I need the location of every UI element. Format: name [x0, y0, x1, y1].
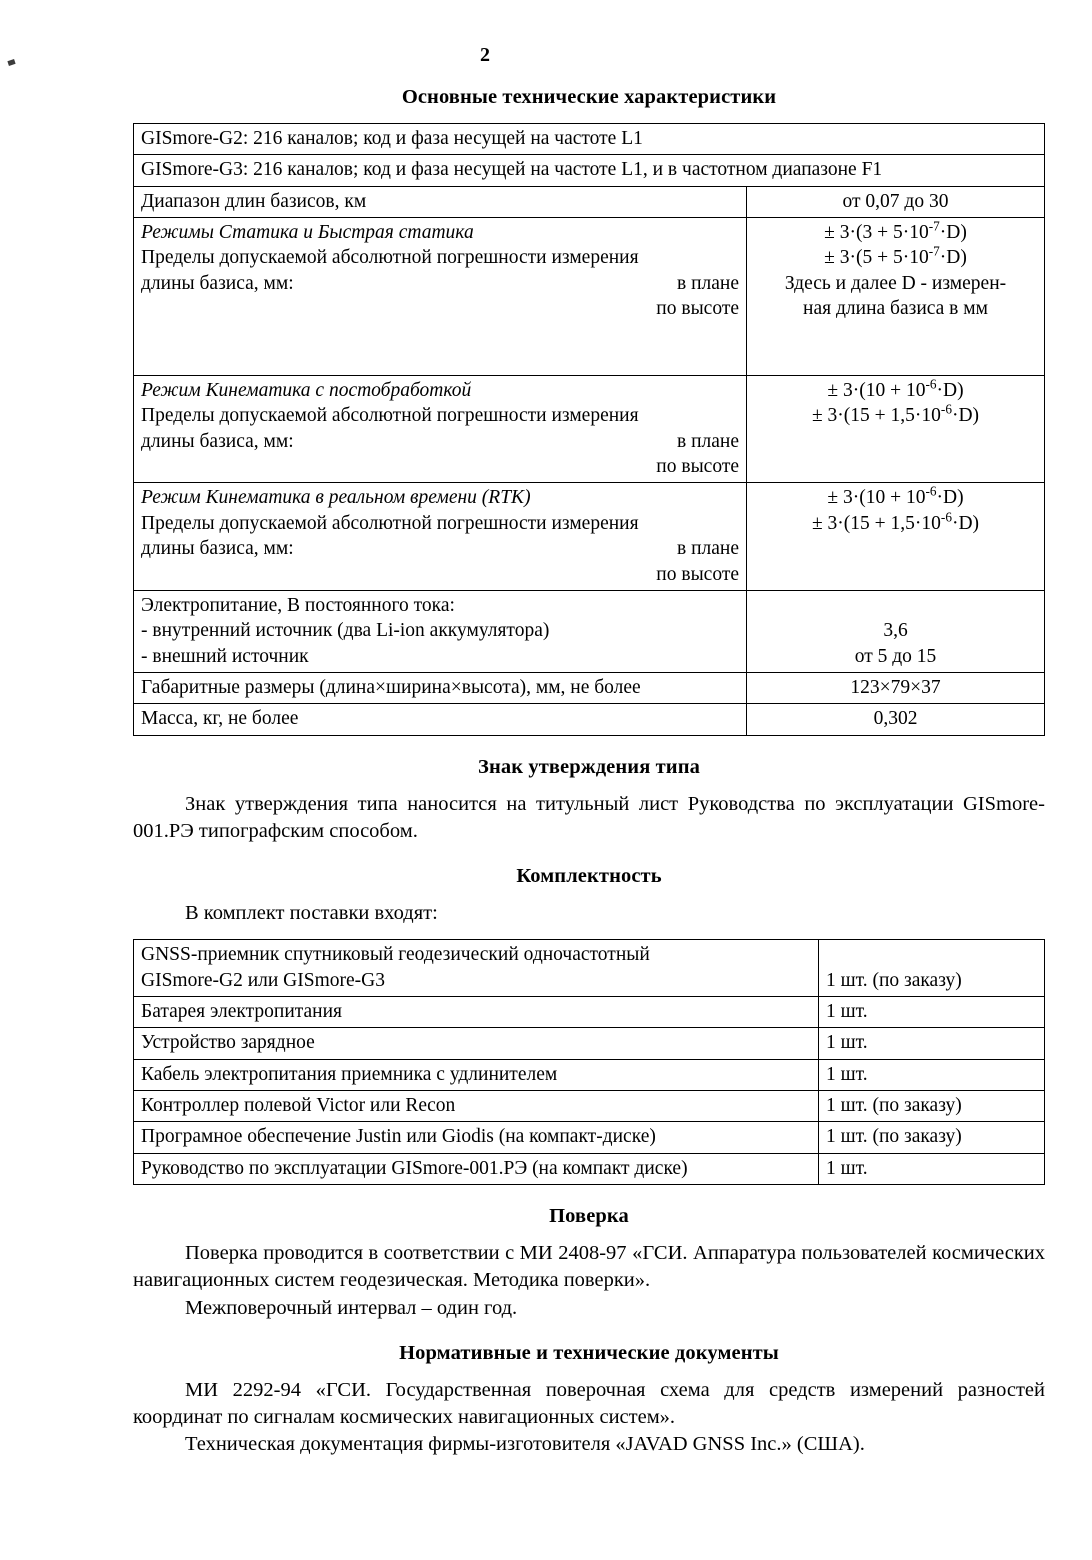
static-height-label: по высоте — [656, 298, 739, 320]
kinematic-pp-height-value: ± $3\cdot(15 + 1,5\cdot 10^{-6}\cdot D)$ — [811, 402, 980, 427]
kit-item-name: Кабель электропитания приемника с удлинителем — [134, 1059, 819, 1090]
static-values-cell — [747, 218, 1045, 376]
static-limits-line: Пределы допускаемой абсолютной погрешности измерения — [141, 247, 639, 269]
baseline-range-label: Диапазон длин базисов, км — [134, 186, 747, 217]
kinematic-pp-values-cell — [747, 376, 1045, 483]
type-mark-paragraph: Знак утверждения типа наносится на титульный лист Руководства по эксплуатации GISmore-001.РЭ типографским способом. — [133, 792, 1045, 842]
kinematic-rtk-title: Режим Кинематика в реальном времени (RTK) — [141, 487, 531, 509]
static-mode-cell — [134, 218, 747, 376]
table-row — [134, 376, 1045, 483]
kinematic-pp-plan-label: в плане — [677, 430, 739, 452]
static-note-line2: ная длина базиса в мм — [803, 298, 988, 320]
table-row — [134, 1091, 1045, 1122]
spec-g2-cell: GISmore-G2: 216 каналов; код и фаза несущей на частоте L1 — [134, 124, 1045, 155]
kit-item-qty: 1 шт. — [819, 1059, 1045, 1090]
kinematic-pp-cell — [134, 376, 747, 483]
table-row — [134, 1153, 1045, 1184]
kit-item-qty: 1 шт. — [819, 997, 1045, 1028]
kit-item-name: Контроллер полевой Victor или Recon — [134, 1091, 819, 1122]
static-base-text: длины базиса, мм: — [141, 272, 294, 294]
table-row — [134, 1059, 1045, 1090]
static-note-line1: Здесь и далее D - измерен- — [784, 272, 1007, 294]
kinematic-rtk-limits-line: Пределы допускаемой абсолютной погрешности измерения — [141, 512, 639, 534]
static-base-line — [141, 271, 739, 296]
table-row — [134, 1028, 1045, 1059]
static-height-line — [141, 296, 739, 321]
table-row — [134, 218, 1045, 376]
table-row — [134, 186, 1045, 217]
kinematic-rtk-base-line — [141, 536, 739, 561]
tech-section-heading: Основные технические характеристики — [401, 86, 777, 108]
kinematic-rtk-cell — [134, 483, 747, 590]
power-title: Электропитание, В постоянного тока: — [141, 594, 455, 616]
kit-item-name-line1: GNSS-приемник спутниковый геодезический одночастотный — [141, 944, 650, 966]
kit-item-name-line2: GISmore-G2 или GISmore-G3 — [141, 969, 385, 991]
kinematic-pp-height-line — [141, 454, 739, 479]
kinematic-pp-limits-line: Пределы допускаемой абсолютной погрешности измерения — [141, 405, 639, 427]
kit-item-qty: 1 шт. (по заказу) — [819, 1091, 1045, 1122]
static-height-value: ± $3\cdot(5 + 5\cdot 10^{-7}\cdot D)$ — [824, 244, 967, 269]
documents-paragraph-1: МИ 2292-94 «ГСИ. Государственная поверочная схема для средств измерений разностей координат по сигналам космических навигационных систем». — [133, 1378, 1045, 1429]
static-plan-label: в плане — [677, 272, 739, 294]
power-external-value: от 5 до 15 — [854, 645, 937, 667]
spec-g3-cell: GISmore-G3: 216 каналов; код и фаза несущей на частоте L1, и в частотном диапазоне F1 — [134, 155, 1045, 186]
kinematic-pp-base-text: длины базиса, мм: — [141, 430, 294, 452]
table-row — [134, 940, 1045, 997]
verification-heading: Поверка — [549, 1205, 629, 1228]
dimensions-label: Габаритные размеры (длина×ширина×высота), мм, не более — [134, 672, 747, 703]
kinematic-rtk-plan-label: в плане — [677, 538, 739, 560]
kinematic-rtk-plan-value: ± $3\cdot(10 + 10^{-6}\cdot D)$ — [827, 484, 964, 509]
kit-item-qty: 1 шт. — [819, 1028, 1045, 1059]
dimensions-value: 123×79×37 — [747, 672, 1045, 703]
power-internal-value: 3,6 — [883, 620, 908, 642]
power-supply-cell — [134, 590, 747, 672]
power-external-label: - внешний источник — [141, 645, 309, 667]
kit-item-qty: 1 шт. — [819, 1153, 1045, 1184]
table-row — [134, 1122, 1045, 1153]
page-number: 2 — [480, 44, 490, 66]
verification-paragraph-2: Межповерочный интервал – один год. — [185, 1296, 518, 1319]
table-row — [134, 155, 1045, 186]
table-row — [134, 590, 1045, 672]
static-plan-value: ± $3\cdot(3 + 5\cdot 10^{-7}\cdot D)$ — [824, 218, 967, 244]
kit-item-name: Устройство зарядное — [134, 1028, 819, 1059]
type-mark-heading: Знак утверждения типа — [478, 755, 700, 778]
kit-heading: Комплектность — [516, 865, 662, 888]
baseline-range-value: от 0,07 до 30 — [747, 186, 1045, 217]
kinematic-rtk-height-value: ± $3\cdot(15 + 1,5\cdot 10^{-6}\cdot D)$ — [811, 509, 980, 534]
kinematic-pp-base-line — [141, 429, 739, 454]
kinematic-pp-title: Режим Кинематика с постобработкой — [141, 380, 472, 402]
kinematic-rtk-height-label: по высоте — [656, 563, 739, 585]
documents-paragraph-2: Техническая документация фирмы-изготовителя «JAVAD GNSS Inc.» (США). — [185, 1433, 865, 1456]
delivery-kit-table — [133, 939, 1045, 1185]
table-row — [134, 672, 1045, 703]
kit-item-name: Програмное обеспечение Justin или Giodis (на компакт-диске) — [134, 1122, 819, 1153]
table-row — [134, 124, 1045, 155]
kinematic-rtk-base-text: длины базиса, мм: — [141, 538, 294, 560]
kit-item-name — [134, 940, 819, 997]
power-internal-label: - внутренний источник (два Li-ion аккумулятора) — [141, 620, 550, 642]
kit-item-name: Руководство по эксплуатации GISmore-001.РЭ (на компакт диске) — [134, 1153, 819, 1184]
kit-intro: В комплект поставки входят: — [185, 902, 438, 925]
mass-value: 0,302 — [747, 704, 1045, 735]
page-content — [133, 86, 1045, 1459]
kinematic-pp-plan-value: ± $3\cdot(10 + 10^{-6}\cdot D)$ — [827, 376, 964, 402]
technical-specifications-table — [133, 123, 1045, 736]
mass-label: Масса, кг, не более — [134, 704, 747, 735]
table-row — [134, 483, 1045, 590]
kit-item-qty: 1 шт. (по заказу) — [819, 1122, 1045, 1153]
kinematic-rtk-height-line — [141, 562, 739, 587]
table-row — [134, 997, 1045, 1028]
static-mode-title: Режимы Статика и Быстрая статика — [141, 222, 474, 244]
kit-item-name: Батарея электропитания — [134, 997, 819, 1028]
documents-heading: Нормативные и технические документы — [399, 1341, 779, 1364]
power-values-cell — [747, 590, 1045, 672]
kinematic-rtk-values-cell — [747, 483, 1045, 590]
verification-paragraph-1: Поверка проводится в соответствии с МИ 2408-97 «ГСИ. Аппаратура пользователей космических навигационных систем геодезическая. Методика поверки». — [133, 1242, 1045, 1292]
kinematic-pp-height-label: по высоте — [656, 456, 739, 478]
kit-item-qty: 1 шт. (по заказу) — [819, 940, 1045, 997]
table-row — [134, 704, 1045, 735]
